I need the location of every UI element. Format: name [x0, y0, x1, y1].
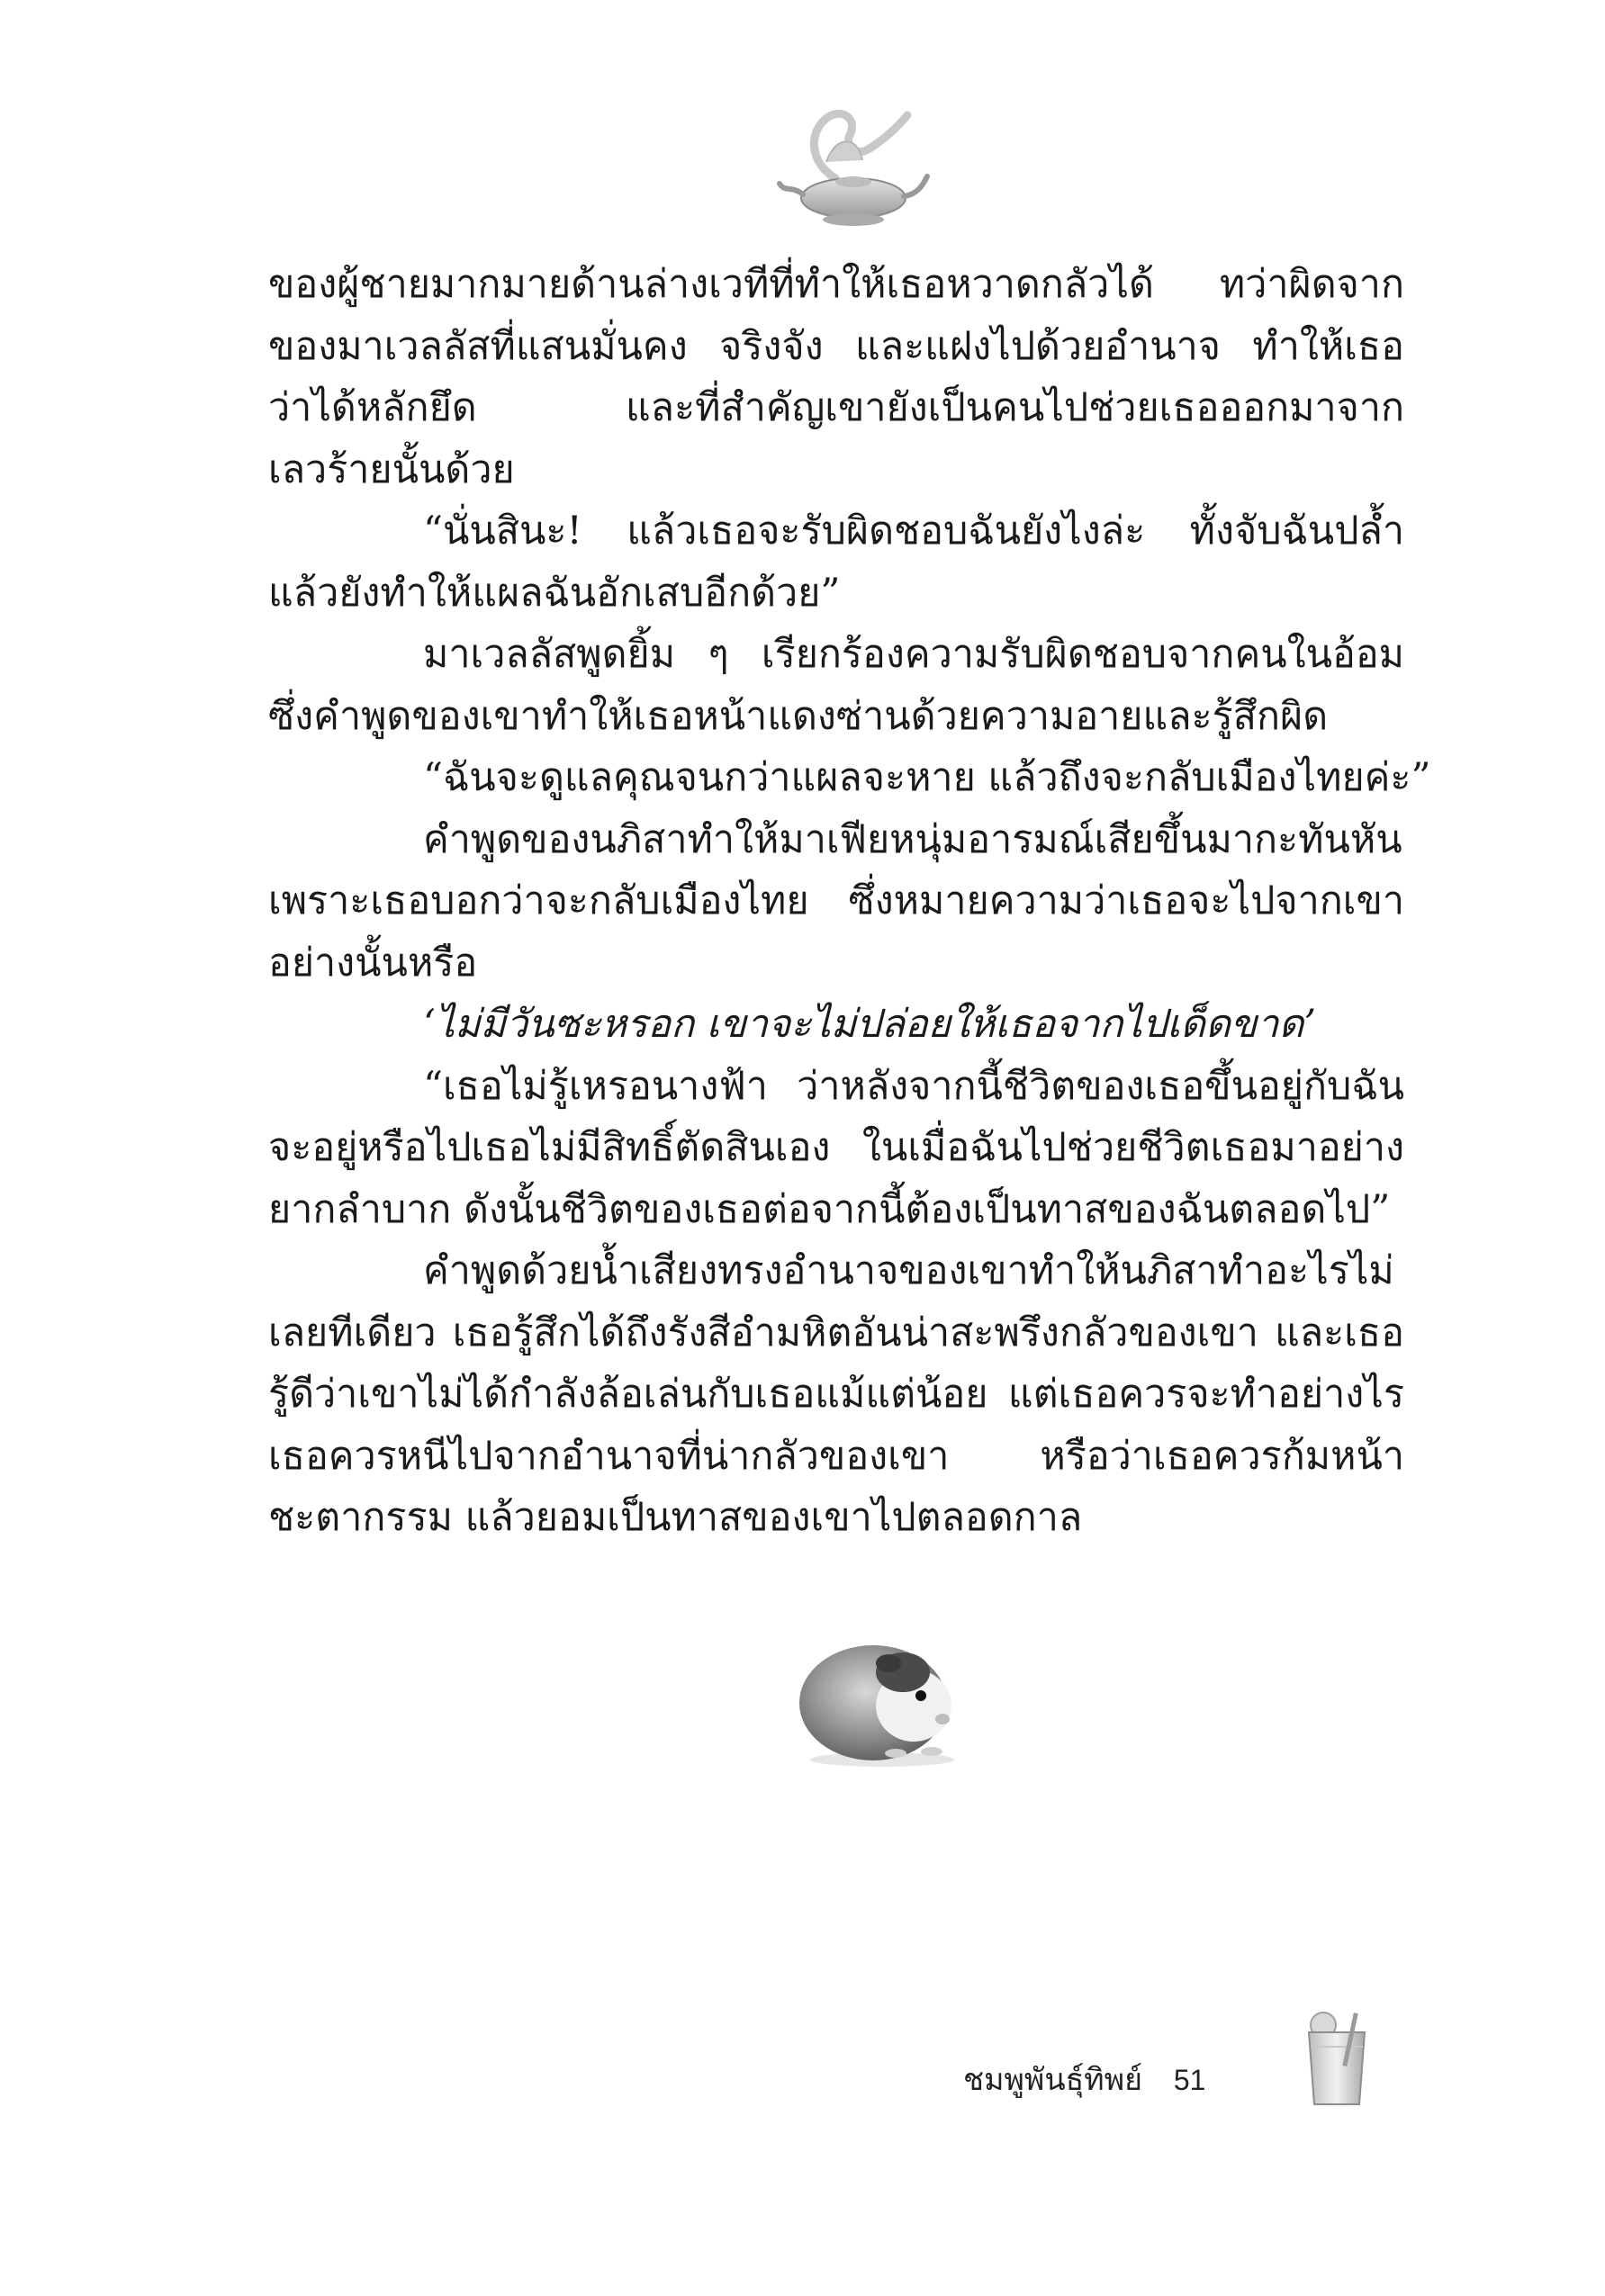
text-line: จะอยู่หรือไปเธอไม่มีสิทธิ์ตัดสินเอง ในเมื่อฉันไปช่วยชีวิตเธอมาอย่าง — [268, 1125, 1404, 1170]
text-line: “เธอไม่รู้เหรอนางฟ้า ว่าหลังจากนี้ชีวิตของเธอขึ้นอยู่กับฉัน — [423, 1063, 1404, 1109]
text-line: ชะตากรรม แล้วยอมเป็นทาสของเขาไปตลอดกาล — [268, 1495, 1083, 1540]
book-title: ชมพูพันธุ์ทิพย์ — [963, 2062, 1143, 2098]
text-line-italic: ‘ไม่มีวันซะหรอก เขาจะไม่ปล่อยให้เธอจากไปเด็ดขาด’ — [423, 1002, 1317, 1047]
text-line: “นั่นสินะ! แล้วเธอจะรับผิดชอบฉันยังไงล่ะ ทั้งจับฉันปล้ำ — [423, 509, 1404, 554]
chapter-text — [268, 254, 1431, 1549]
page-footer — [963, 2055, 1205, 2103]
text-line: ยากลำบาก ดังนั้นชีวิตของเธอต่อจากนี้ต้องเป็นทาสของฉันตลอดไป” — [268, 1186, 1391, 1232]
page-number: 51 — [1173, 2064, 1206, 2096]
text-line: เลยทีเดียว เธอรู้สึกได้ถึงรังสีอำมหิตอันน่าสะพรึงกลัวของเขา และเธอ — [268, 1310, 1404, 1355]
text-line: คำพูดของนภิสาทำให้มาเฟียหนุ่มอารมณ์เสียขึ้นมากะทันหัน — [423, 816, 1402, 862]
text-line: เลวร้ายนั้นด้วย — [268, 446, 515, 492]
text-line: อย่างนั้นหรือ — [268, 940, 478, 986]
text-line: แล้วยังทำให้แผลฉันอักเสบอีกด้วย” — [268, 570, 841, 616]
text-line: ว่าได้หลักยึด และที่สำคัญเขายังเป็นคนไปช่วยเธอออกมาจาก — [268, 385, 1404, 430]
text-line: เพราะเธอบอกว่าจะกลับเมืองไทย ซึ่งหมายความว่าเธอจะไปจากเขา — [268, 878, 1404, 923]
text-line: ของมาเวลลัสที่แสนมั่นคง จริงจัง และแฝงไปด้วยอำนาจ ทำให้เธอ — [268, 323, 1404, 369]
guinea-pig-image — [788, 1620, 977, 1769]
text-line: “ฉันจะดูแลคุณจนกว่าแผลจะหาย แล้วถึงจะกลับเมืองไทยค่ะ” — [423, 755, 1431, 800]
text-line: มาเวลลัสพูดยิ้ม ๆ เรียกร้องความรับผิดชอบจากคนในอ้อม — [423, 632, 1404, 677]
text-line: รู้ดีว่าเขาไม่ได้กำลังล้อเล่นกับเธอแม้แต่น้อย แต่เธอควรจะทำอย่างไร — [268, 1372, 1404, 1417]
text-line: ของผู้ชายมากมายด้านล่างเวทีที่ทำให้เธอหวาดกลัวได้ ทว่าผิดจาก — [268, 262, 1404, 307]
teapot-genie-icon — [772, 108, 934, 230]
text-line: คำพูดด้วยน้ำเสียงทรงอำนาจของเขาทำให้นภิสาทำอะไรไม่ — [423, 1248, 1394, 1293]
glass-drink-icon — [1296, 2011, 1374, 2110]
text-line: ซึ่งคำพูดของเขาทำให้เธอหน้าแดงซ่านด้วยความอายและรู้สึกผิด — [268, 693, 1329, 739]
text-line: เธอควรหนีไปจากอำนาจที่น่ากลัวของเขา หรือว่าเธอควรก้มหน้า — [268, 1433, 1404, 1479]
